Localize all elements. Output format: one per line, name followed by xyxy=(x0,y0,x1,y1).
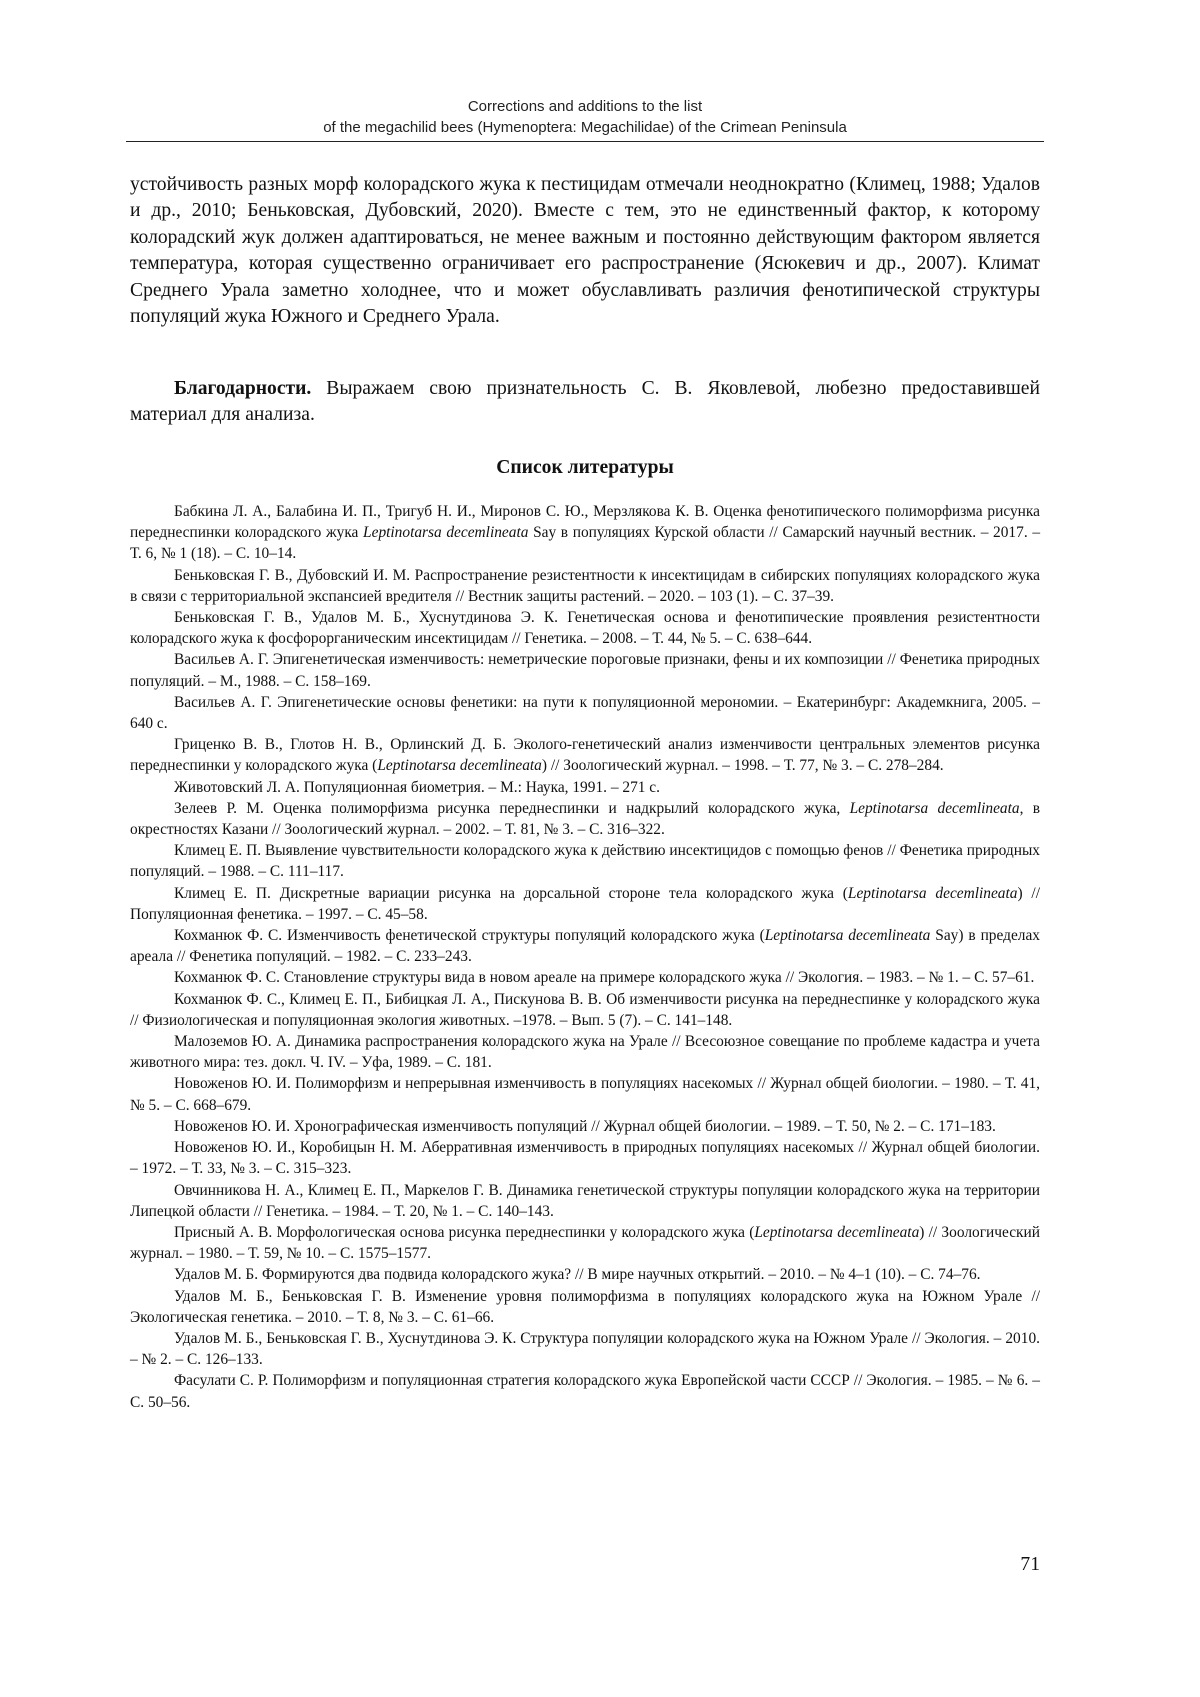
reference-species-name: Leptinotarsa decemlineata xyxy=(377,757,542,775)
running-header-line-2: of the megachilid bees (Hymenoptera: Megachilidae) of the Crimean Peninsula xyxy=(323,119,847,136)
reference-text: Новоженов Ю. И., Коробицын Н. М. Аберративная изменчивость в природных популяциях насекомых // Журнал общей биологии. – 1972. – Т. 33, № 3. – С. 315–323. xyxy=(130,1139,1040,1178)
reference-item xyxy=(130,798,1040,840)
reference-text: Зелеев Р. М. Оценка полиморфизма рисунка переднеспинки и надкрылий колорадского жука, xyxy=(174,799,850,817)
reference-text: Кохманюк Ф. С., Климец Е. П., Бибицкая Л. А., Пискунова В. В. Об изменчивости рисунка на переднеспинке у колорадского жука // Физиологическая и популяционная экология животных. –1978. – Вып. 5 (7). – С. 141–148. xyxy=(130,990,1040,1029)
acknowledgements-paragraph xyxy=(130,376,1040,429)
reference-text: Удалов М. Б., Беньковская Г. В. Изменение уровня полиморфизма в популяциях колорадского жука на Южном Урале // Экологическая генетика. – 2010. – Т. 8, № 3. – С. 61–66. xyxy=(130,1287,1040,1326)
reference-item xyxy=(130,1180,1040,1222)
reference-text-tail: , в окрестностях Казани // Зоологический журнал. – 2002. – Т. 81, № 3. – С. 316–322. xyxy=(130,799,1041,839)
reference-text-tail: Say) в пределах ареала // Фенетика популяций. – 1982. – С. 233–243. xyxy=(130,927,1040,966)
acknowledgements-label: Благодарности. xyxy=(174,378,312,399)
reference-species-name: Leptinotarsa decemlineata xyxy=(754,1223,920,1241)
reference-text: Овчинникова Н. А., Климец Е. П., Маркелов Г. В. Динамика генетической структуры популяции колорадского жука на территории Липецкой области // Генетика. – 1984. – Т. 20, № 1. – С. 140–143. xyxy=(130,1181,1040,1220)
reference-text: Присный А. В. Морфологическая основа рисунка переднеспинки у колорадского жука ( xyxy=(174,1223,755,1241)
reference-text: Новоженов Ю. И. Полиморфизм и непрерывная изменчивость в популяциях насекомых // Журнал общей биологии. – 1980. – Т. 41, № 5. – С. 668–679. xyxy=(130,1075,1040,1114)
running-header-line-1: Corrections and additions to the list xyxy=(467,98,703,115)
reference-text: Беньковская Г. В., Дубовский И. М. Распространение резистентности к инсектицидам в сибирских популяциях колорадского жука в связи с территориальной экспансией вредителя // Вестник защиты растений. – 2020. – 103 (1). – С. 37–39. xyxy=(130,566,1040,605)
reference-text: Кохманюк Ф. С. Изменчивость фенетической структуры популяций колорадского жука ( xyxy=(174,927,765,945)
body-paragraph: устойчивость разных морф колорадского жука к пестицидам отмечали неоднократно (Климец, 1988; Удалов и др., 2010; Беньковская, Дубовский, 2020). Вместе с тем, это не единственный фактор, к которому колорадский жук должен адаптироваться, не менее важным и постоянно действующим фактором является температура, которая существенно ограничивает его распространение (Ясюкевич и др., 2007). Климат Среднего Урала заметно холоднее, что и может обуславливать различия фенотипической структуры популяций жука Южного и Среднего Урала. xyxy=(130,174,1040,328)
reference-text: Фасулати С. Р. Полиморфизм и популяционная стратегия колорадского жука Европейской части СССР // Экология. – 1985. – № 6. – С. 50–56. xyxy=(130,1372,1040,1411)
reference-text: Климец Е. П. Дискретные вариации рисунка на дорсальной стороне тела колорадского жука ( xyxy=(174,884,848,902)
reference-item xyxy=(130,1222,1040,1264)
reference-item xyxy=(130,692,1040,734)
reference-text: Удалов М. Б. Формируются два подвида колорадского жука? // В мире научных открытий. – 2010. – № 4–1 (10). – С. 74–76. xyxy=(174,1266,981,1284)
reference-item xyxy=(130,840,1040,882)
reference-item xyxy=(130,565,1040,607)
reference-text: Гриценко В. В., Глотов Н. В., Орлинский Д. Б. Эколого-генетический анализ изменчивости центральных элементов рисунка переднеспинки у колорадского жука ( xyxy=(130,736,1040,775)
reference-item xyxy=(130,1137,1040,1179)
reference-text-tail: ) // Популяционная фенетика. – 1997. – С. 45–58. xyxy=(130,884,1040,923)
reference-text: Бабкина Л. А., Балабина И. П., Тригуб Н. И., Миронов С. Ю., Мерзлякова К. В. Оценка фенотипического полиморфизма рисунка переднеспинки колорадского жука xyxy=(130,503,1040,542)
references-title: Список литературы xyxy=(496,457,674,478)
reference-species-name: Leptinotarsa decemlineata xyxy=(764,927,931,945)
reference-item xyxy=(130,1370,1040,1412)
header-divider xyxy=(126,141,1044,142)
references-list xyxy=(130,501,1040,1413)
reference-item xyxy=(130,1073,1040,1115)
reference-text-tail: Say в популяциях Курской области // Самарский научный вестник. – 2017. – Т. 6, № 1 (18). – С. 10–14. xyxy=(130,524,1041,563)
reference-item xyxy=(130,1328,1040,1370)
reference-item xyxy=(130,967,1040,988)
reference-text: Климец Е. П. Выявление чувствительности колорадского жука к действию инсектицидов с помощью фенов // Фенетика природных популяций. – 1988. – С. 111–117. xyxy=(130,842,1040,881)
acknowledgements-text: Выражаем свою признательность С. В. Яковлевой, любезно предоставившей материал для анализа. xyxy=(130,378,1040,426)
reference-item xyxy=(130,734,1040,776)
reference-item xyxy=(130,1116,1040,1137)
reference-item xyxy=(130,1031,1040,1073)
reference-item xyxy=(130,607,1040,649)
reference-text: Новоженов Ю. И. Хронографическая изменчивость популяций // Журнал общей биологии. – 1989. – Т. 50, № 2. – С. 171–183. xyxy=(174,1117,996,1135)
reference-text-tail: ) // Зоологический журнал. – 1980. – Т. 59, № 10. – С. 1575–1577. xyxy=(130,1223,1040,1263)
reference-item xyxy=(130,777,1040,798)
reference-item xyxy=(130,989,1040,1031)
reference-item xyxy=(130,1286,1040,1328)
reference-species-name: Leptinotarsa decemlineata xyxy=(849,799,1020,817)
reference-item xyxy=(130,1264,1040,1285)
reference-item xyxy=(130,925,1040,967)
reference-text: Удалов М. Б., Беньковская Г. В., Хуснутдинова Э. К. Структура популяции колорадского жука на Южном Урале // Экология. – 2010. – № 2. – С. 126–133. xyxy=(130,1329,1040,1369)
reference-text: Малоземов Ю. А. Динамика распространения колорадского жука на Урале // Всесоюзное совещание по проблеме кадастра и учета животного мира: тез. докл. Ч. IV. – Уфа, 1989. – С. 181. xyxy=(130,1033,1040,1072)
reference-text: Васильев А. Г. Эпигенетическая изменчивость: неметрические пороговые признаки, фены и их композиции // Фенетика природных популяций. – М., 1988. – С. 158–169. xyxy=(130,651,1040,690)
reference-text: Кохманюк Ф. С. Становление структуры вида в новом ареале на примере колорадского жука // Экология. – 1983. – № 1. – С. 57–61. xyxy=(174,969,1035,987)
reference-text: Беньковская Г. В., Удалов М. Б., Хуснутдинова Э. К. Генетическая основа и фенотипические проявления резистентности колорадского жука к фосфорорганическим инсектицидам // Генетика. – 2008. – Т. 44, № 5. – С. 638–644. xyxy=(130,609,1040,648)
reference-species-name: Leptinotarsa decemlineata xyxy=(847,884,1018,902)
reference-text: Васильев А. Г. Эпигенетические основы фенетики: на пути к популяционной мерономии. – Екатеринбург: Академкнига, 2005. – 640 с. xyxy=(130,693,1040,733)
running-header xyxy=(126,96,1044,138)
reference-species-name: Leptinotarsa decemlineata xyxy=(363,524,529,542)
reference-item xyxy=(130,501,1040,565)
reference-item xyxy=(130,883,1040,925)
reference-text-tail: ) // Зоологический журнал. – 1998. – Т. 77, № 3. – С. 278–284. xyxy=(541,757,944,775)
page-number: 71 xyxy=(1020,1554,1040,1575)
reference-item xyxy=(130,649,1040,691)
reference-text: Животовский Л. А. Популяционная биометрия. – М.: Наука, 1991. – 271 с. xyxy=(174,778,660,796)
